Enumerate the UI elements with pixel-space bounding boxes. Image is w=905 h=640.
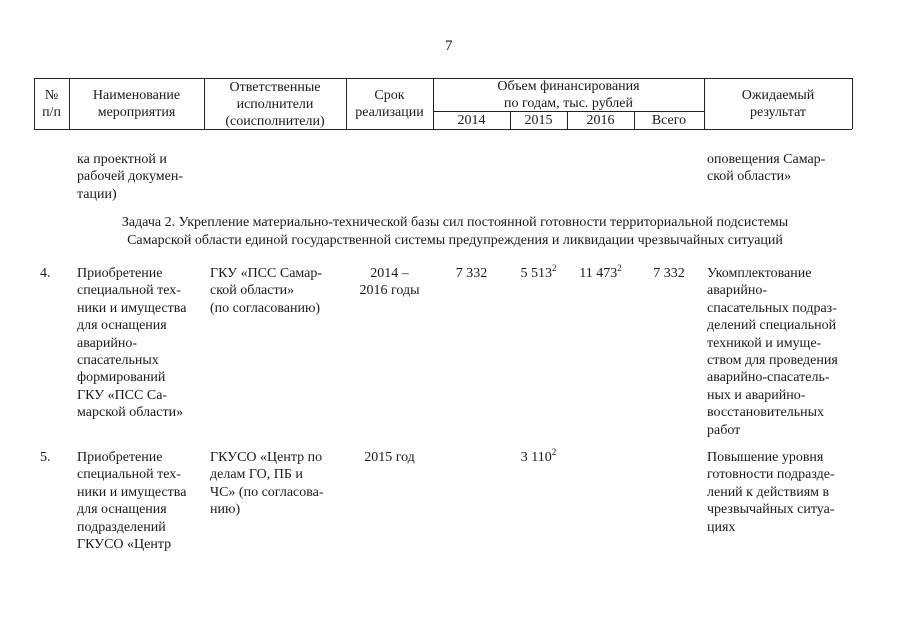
row-term bbox=[346, 265, 433, 300]
continuation-name bbox=[77, 151, 183, 203]
header-num-line2: п/п bbox=[42, 105, 61, 120]
header-vline bbox=[852, 78, 853, 129]
value: 5 513 bbox=[520, 266, 552, 281]
text-line: марской области» bbox=[77, 405, 184, 421]
row-responsible bbox=[210, 265, 322, 317]
row-responsible bbox=[210, 449, 324, 519]
text-line: тации) bbox=[77, 186, 117, 202]
text-line: ГКУСО «Центр по bbox=[210, 450, 323, 465]
text-line: рабочей докумен- bbox=[77, 169, 183, 185]
text-line: 2014 – bbox=[370, 266, 409, 281]
task-heading bbox=[70, 214, 840, 250]
header-num-line1: № bbox=[44, 88, 59, 103]
text-line: ЧС» (по согласова- bbox=[210, 484, 324, 500]
text-line: ГКУ «ПСС Самар- bbox=[210, 266, 323, 281]
header-funding-line2: по годам, тыс. рублей bbox=[503, 96, 633, 111]
header-responsible bbox=[204, 79, 346, 130]
value: 3 110 bbox=[520, 450, 552, 465]
text-line: спасательных подраз- bbox=[707, 300, 837, 316]
text-line: Приобретение bbox=[77, 450, 163, 465]
header-responsible-line3: (соисполнители) bbox=[225, 114, 325, 129]
text-line: 2015 год bbox=[364, 450, 415, 465]
text-line: ГКУСО «Центр bbox=[77, 537, 172, 553]
header-bottom-border bbox=[34, 129, 852, 130]
header-year-total: Всего bbox=[651, 113, 687, 128]
text-line: ской области» bbox=[210, 283, 295, 299]
task-heading-line1: Задача 2. Укрепление материально-технической базы сил постоянной готовности территориальной подсистемы bbox=[121, 215, 789, 230]
header-year-2014: 2014 bbox=[457, 113, 486, 128]
text-line: делам ГО, ПБ и bbox=[210, 467, 303, 483]
text-line: чрезвычайных ситуа- bbox=[707, 502, 835, 518]
text-line: готовности подразде- bbox=[707, 467, 835, 483]
row-term bbox=[346, 449, 433, 466]
value: 11 473 bbox=[579, 266, 618, 281]
row-name bbox=[77, 265, 186, 422]
header-term-line2: реализации bbox=[355, 105, 424, 120]
text-line: аварийно- bbox=[77, 335, 137, 351]
header-num bbox=[34, 87, 69, 121]
text-line: Укомплектование bbox=[707, 266, 812, 281]
text-line: восстановительных bbox=[707, 405, 824, 421]
text-line: аварийно-спасатель- bbox=[707, 370, 830, 386]
row-value-2014: 7 332 bbox=[455, 266, 488, 281]
text-line: ской области» bbox=[707, 169, 792, 185]
header-name-line2: мероприятия bbox=[97, 105, 176, 120]
row-number: 5. bbox=[40, 450, 51, 465]
text-line: ством для проведения bbox=[707, 353, 838, 369]
footnote-mark: 2 bbox=[551, 447, 557, 457]
header-funding bbox=[433, 78, 704, 112]
row-name bbox=[77, 449, 186, 553]
header-year-2015: 2015 bbox=[524, 113, 553, 128]
text-line: циях bbox=[707, 519, 736, 535]
header-responsible-line1: Ответственные bbox=[229, 80, 321, 95]
text-line: ники и имущества bbox=[77, 300, 187, 316]
row-number: 4. bbox=[40, 266, 51, 281]
text-line: ных и аварийно- bbox=[707, 387, 806, 403]
text-line: техникой и имуще- bbox=[707, 335, 822, 351]
task-heading-line2: Самарской области единой государственной системы предупреждения и ликвидации чрезвычайных ситуаций bbox=[127, 233, 783, 248]
row-value-total: 7 332 bbox=[653, 266, 685, 281]
row-value-2015 bbox=[510, 449, 567, 466]
text-line: ка проектной и bbox=[77, 152, 167, 167]
footnote-mark: 2 bbox=[617, 263, 622, 273]
footnote-mark: 2 bbox=[552, 263, 557, 273]
header-term-line1: Срок bbox=[374, 88, 405, 103]
text-line: работ bbox=[707, 422, 741, 438]
text-line: специальной тех- bbox=[77, 467, 181, 483]
header-year-2016: 2016 bbox=[586, 113, 615, 128]
header-name-line1: Наименование bbox=[92, 88, 181, 103]
page-number: 7 bbox=[445, 38, 453, 54]
header-result bbox=[704, 87, 852, 121]
text-line: Повышение уровня bbox=[707, 450, 824, 465]
text-line: для оснащения bbox=[77, 502, 167, 518]
text-line: подразделений bbox=[77, 519, 166, 535]
continuation-result bbox=[707, 151, 825, 186]
text-line: Приобретение bbox=[77, 266, 163, 281]
header-result-line1: Ожидаемый bbox=[741, 88, 815, 103]
text-line: для оснащения bbox=[77, 318, 167, 334]
text-line: ГКУ «ПСС Са- bbox=[77, 387, 168, 403]
row-value-2015 bbox=[510, 265, 567, 282]
header-term bbox=[346, 87, 433, 121]
row-value-2016 bbox=[567, 265, 634, 282]
text-line: нию) bbox=[210, 502, 241, 518]
row-result bbox=[707, 449, 835, 536]
text-line: (по согласованию) bbox=[210, 300, 321, 316]
header-responsible-line2: исполнители bbox=[236, 97, 314, 112]
header-result-line2: результат bbox=[749, 105, 807, 120]
text-line: формирований bbox=[77, 370, 166, 386]
text-line: ники и имущества bbox=[77, 484, 187, 500]
header-name bbox=[69, 87, 204, 121]
text-line: спасательных bbox=[77, 353, 159, 369]
text-line: специальной тех- bbox=[77, 283, 181, 299]
text-line: аварийно- bbox=[707, 283, 767, 299]
text-line: 2016 годы bbox=[359, 283, 420, 299]
text-line: делений специальной bbox=[707, 318, 837, 334]
row-result bbox=[707, 265, 838, 439]
text-line: оповещения Самар- bbox=[707, 152, 826, 167]
header-funding-line1: Объем финансирования bbox=[497, 79, 640, 94]
text-line: лений к действиям в bbox=[707, 484, 830, 500]
